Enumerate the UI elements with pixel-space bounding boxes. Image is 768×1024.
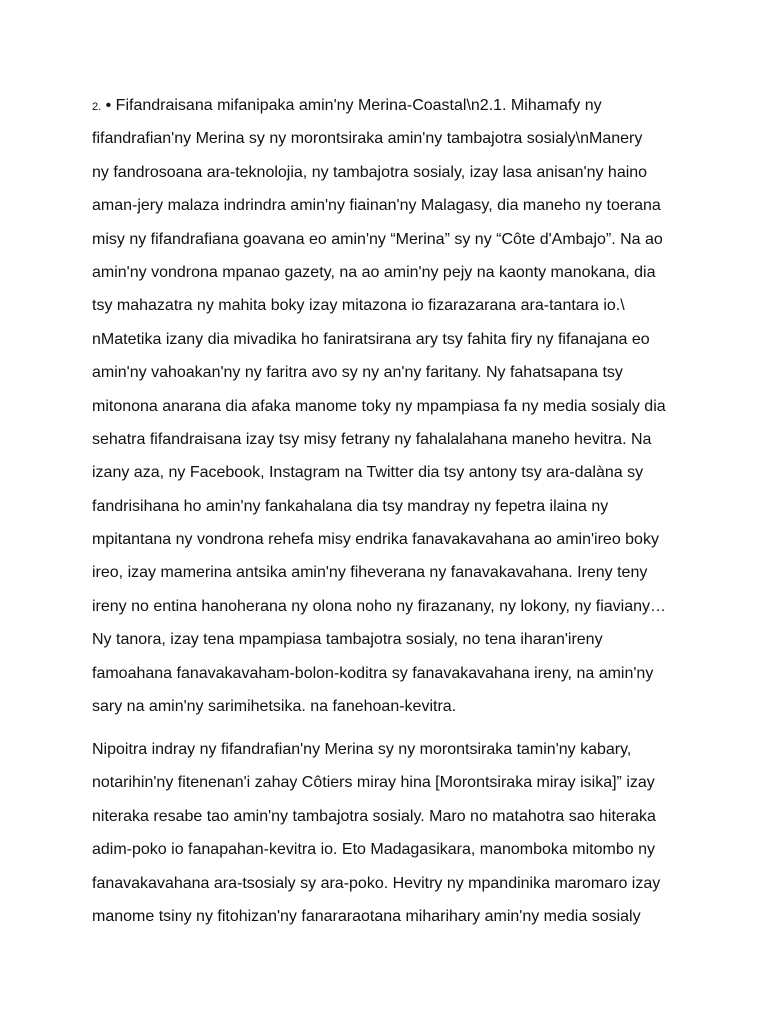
paragraph-line: ireo, izay mamerina antsika amin'ny fiheverana ny fanavakavahana. Ireny teny (92, 564, 648, 582)
list-number: 2. (92, 101, 102, 113)
paragraph-line: mitonona anarana dia afaka manome toky ny mpampiasa fa ny media sosialy dia (92, 397, 666, 415)
paragraph-line: fifandrafian'ny Merina sy ny morontsiraka amin'ny tambajotra sosialy\nManery (92, 130, 643, 148)
paragraph-line: sehatra fifandraisana izay tsy misy fetrany ny fahalalahana maneho hevitra. Na (92, 430, 652, 448)
paragraph-line (92, 92, 692, 125)
paragraph-line: fandrisihana ho amin'ny fankahalana dia tsy mandray ny fepetra ilaina ny (92, 497, 609, 515)
paragraph-line: fanavakavahana ara-tsosialy sy ara-poko. Hevitry ny mpandinika maromaro izay (92, 874, 661, 892)
paragraph-line: mpitantana ny vondrona rehefa misy endrika fanavakavahana ao amin'ireo boky (92, 531, 659, 549)
paragraph-line: adim-poko io fanapahan-kevitra io. Eto Madagasikara, manomboka mitombo ny (92, 841, 655, 859)
paragraph-line: ny fandrosoana ara-teknolojia, ny tambajotra sosialy, izay lasa anisan'ny haino (92, 163, 648, 181)
paragraph-line: nMatetika izany dia mivadika ho faniratsirana ary tsy fahita firy ny fifanajana eo (92, 330, 650, 348)
paragraph-line: notarihin'ny fitenenan'i zahay Côtiers miray hina [Morontsiraka miray isika]” izay (92, 774, 655, 792)
paragraph-2 (92, 736, 692, 936)
paragraph-line-text: • Fifandraisana mifanipaka amin'ny Merina-Coastal\n2.1. Mihamafy ny (101, 97, 602, 114)
paragraph-line: amin'ny vahoakan'ny ny faritra avo sy ny an'ny faritany. Ny fahatsapana tsy (92, 364, 623, 382)
paragraph-line: amin'ny vondrona mpanao gazety, na ao amin'ny pejy na kaonty manokana, dia (92, 263, 656, 281)
paragraph-line: manome tsiny ny fitohizan'ny fanararaotana miharihary amin'ny media sosialy (92, 907, 641, 925)
paragraph-line: Nipoitra indray ny fifandrafian'ny Merina sy ny morontsiraka tamin'ny kabary, (92, 741, 632, 758)
paragraph-line: sary na amin'ny sarimihetsika. na fanehoan-kevitra. (92, 698, 457, 716)
paragraph-line: ireny no entina hanoherana ny olona noho ny firazanany, ny lokony, ny fiaviany… (92, 597, 666, 615)
paragraph-line: aman-jery malaza indrindra amin'ny fiainan'ny Malagasy, dia maneho ny toerana (92, 197, 661, 215)
paragraph-line: Ny tanora, izay tena mpampiasa tambajotra sosialy, no tena iharan'ireny (92, 631, 603, 649)
paragraph-line: misy ny fifandrafiana goavana eo amin'ny “Merina” sy ny “Côte d'Ambajo”. Na ao (92, 230, 663, 248)
paragraph-line: tsy mahazatra ny mahita boky izay mitazona io fizarazarana ara-tantara io.\ (92, 297, 625, 315)
paragraph-line: niteraka resabe tao amin'ny tambajotra sosialy. Maro no matahotra sao hiteraka (92, 807, 656, 825)
paragraph-line: famoahana fanavakavaham-bolon-koditra sy fanavakavahana ireny, na amin'ny (92, 664, 654, 682)
paragraph-line: izany aza, ny Facebook, Instagram na Twitter dia tsy antony tsy ara-dalàna sy (92, 464, 644, 482)
paragraph-1 (92, 92, 692, 726)
